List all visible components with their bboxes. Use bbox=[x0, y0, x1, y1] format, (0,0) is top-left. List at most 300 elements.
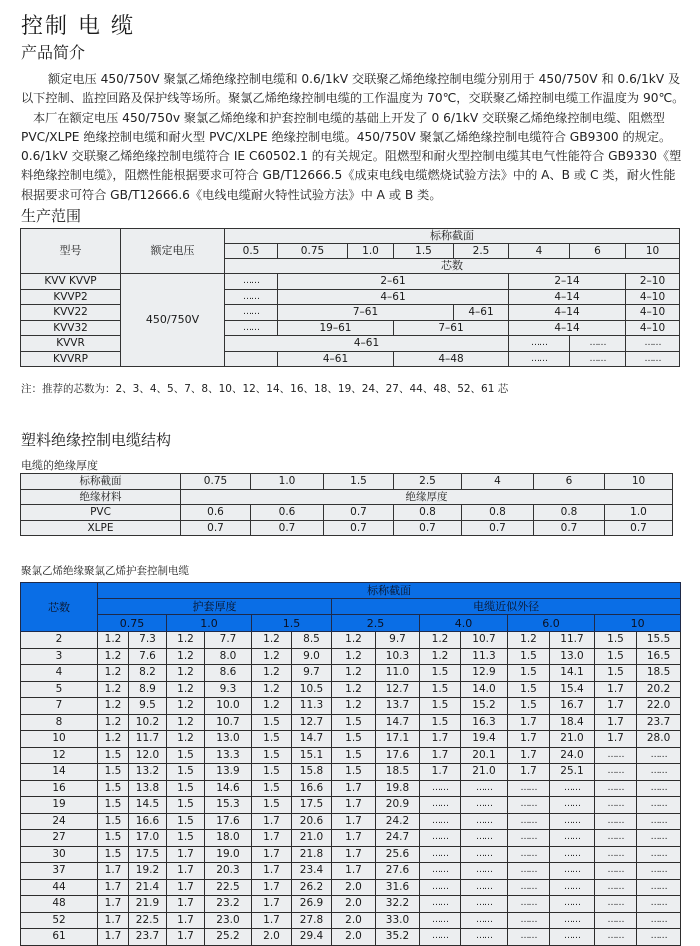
section-header-cell: 1.0 bbox=[348, 244, 394, 259]
sheath-thickness-cell: 1.7 bbox=[98, 929, 129, 946]
outer-diameter-cell: 13.9 bbox=[205, 764, 252, 781]
cores-range-cell: 4–61 bbox=[278, 289, 509, 305]
sheath-thickness-cell: 1.2 bbox=[98, 698, 129, 715]
header-section: 标称截面 bbox=[21, 474, 181, 490]
sheath-thickness-cell: 1.7 bbox=[332, 863, 376, 880]
table-row bbox=[21, 846, 681, 863]
table-row bbox=[21, 632, 681, 649]
cores-range-cell: …… bbox=[225, 274, 278, 290]
sheath-thickness-cell: 1.2 bbox=[252, 698, 292, 715]
table-row bbox=[21, 681, 681, 698]
outer-diameter-cell: 14.7 bbox=[376, 714, 420, 731]
cores-cell: 27 bbox=[21, 830, 98, 847]
thickness-cell: 0.6 bbox=[251, 505, 324, 521]
cores-range-cell: 19–61 bbox=[278, 320, 394, 336]
outer-diameter-cell: …… bbox=[461, 929, 508, 946]
sheath-thickness-cell: 1.2 bbox=[167, 681, 205, 698]
section-header-cell: 2.5 bbox=[394, 474, 462, 490]
sheath-thickness-cell: 1.7 bbox=[167, 863, 205, 880]
sheath-thickness-cell: 1.7 bbox=[595, 731, 637, 748]
insulation-thickness-table bbox=[20, 473, 673, 536]
outer-diameter-cell: …… bbox=[550, 846, 595, 863]
outer-diameter-cell: …… bbox=[550, 896, 595, 913]
outer-diameter-cell: 15.2 bbox=[461, 698, 508, 715]
header-cores: 芯数 bbox=[21, 583, 98, 632]
cores-range-cell: 4–10 bbox=[626, 305, 680, 321]
outer-diameter-cell: 9.7 bbox=[292, 665, 332, 682]
sheath-thickness-cell: 1.7 bbox=[252, 879, 292, 896]
cores-cell: 24 bbox=[21, 813, 98, 830]
sheath-thickness-cell: 1.5 bbox=[167, 747, 205, 764]
cores-range-cell: …… bbox=[626, 351, 680, 367]
sheath-thickness-cell: 1.5 bbox=[98, 797, 129, 814]
outer-diameter-cell: 23.7 bbox=[637, 714, 681, 731]
sheath-thickness-cell: 1.5 bbox=[508, 665, 550, 682]
sheath-thickness-cell: 1.2 bbox=[508, 632, 550, 649]
sheath-thickness-cell: 1.5 bbox=[167, 813, 205, 830]
outer-diameter-cell: …… bbox=[550, 780, 595, 797]
thickness-cell: 0.7 bbox=[605, 520, 673, 536]
table-row bbox=[21, 289, 680, 305]
outer-diameter-cell: 17.5 bbox=[129, 846, 167, 863]
outer-diameter-cell: 21.4 bbox=[129, 879, 167, 896]
sheath-thickness-cell: 1.2 bbox=[167, 632, 205, 649]
header-material: 绝缘材料 bbox=[21, 489, 181, 505]
sheath-thickness-cell: 1.2 bbox=[252, 681, 292, 698]
cores-cell: 14 bbox=[21, 764, 98, 781]
sheath-thickness-cell: …… bbox=[595, 797, 637, 814]
outer-diameter-cell: 25.1 bbox=[550, 764, 595, 781]
sheath-thickness-cell: 1.5 bbox=[98, 846, 129, 863]
outer-diameter-cell: …… bbox=[461, 797, 508, 814]
outer-diameter-cell: 8.0 bbox=[205, 648, 252, 665]
thickness-cell: 0.8 bbox=[534, 505, 605, 521]
sheath-thickness-cell: 1.7 bbox=[332, 797, 376, 814]
sheath-thickness-cell: 1.7 bbox=[595, 681, 637, 698]
outer-diameter-cell: …… bbox=[461, 780, 508, 797]
sheath-thickness-cell: 1.7 bbox=[167, 846, 205, 863]
sheath-thickness-cell: 1.5 bbox=[252, 764, 292, 781]
outer-diameter-cell: 14.0 bbox=[461, 681, 508, 698]
section-header-cell: 6 bbox=[534, 474, 605, 490]
recommended-cores-note: 注：推荐的芯数为：2、3、4、5、7、8、10、12、14、16、18、19、24、27、44、48、52、61 芯 bbox=[21, 383, 509, 395]
sheath-thickness-cell: 1.5 bbox=[98, 764, 129, 781]
model-cell: KVVRP bbox=[21, 351, 121, 367]
cores-cell: 7 bbox=[21, 698, 98, 715]
outer-diameter-cell: 25.2 bbox=[205, 929, 252, 946]
table-row bbox=[21, 505, 673, 521]
outer-diameter-cell: …… bbox=[637, 846, 681, 863]
cores-range-cell: 4–14 bbox=[509, 320, 626, 336]
outer-diameter-cell: 22.5 bbox=[205, 879, 252, 896]
outer-diameter-cell: 12.9 bbox=[461, 665, 508, 682]
outer-diameter-cell: 23.7 bbox=[129, 929, 167, 946]
outer-diameter-cell: 19.2 bbox=[129, 863, 167, 880]
outer-diameter-cell: …… bbox=[461, 912, 508, 929]
header-section: 标称截面 bbox=[98, 583, 681, 599]
intro-paragraph: 本厂在额定电压 450/750v 聚氯乙烯绝缘和护套控制电缆的基础上开发了 0 6/1kV 交联聚乙烯绝缘控制电缆、阻燃型 PVC/XLPE 绝缘控制电缆和耐火型 PVC/XLPE 绝缘控制电缆。450/750V 聚氯乙烯绝缘控制电缆符合 GB9300 的规定。0.6/1kV 交联聚乙烯绝缘控制电缆符合 IE C60502.1 的有关规定。阻燃型和耐火型控制电缆其电气性能符合 GB9330《塑料绝缘控制电缆》，阻燃性能根据要求可符合 GB/T12666.5《成束电线电缆燃烧试验方法》中的 A、B 或 C 类，耐火性能根据要求可符合 GB/T12666.6《电线电缆耐火特性试验方法》中 A 或 B 类。 bbox=[21, 110, 682, 202]
sheath-thickness-cell: 1.7 bbox=[98, 896, 129, 913]
outer-diameter-cell: 8.2 bbox=[129, 665, 167, 682]
sheath-thickness-cell: 1.2 bbox=[98, 681, 129, 698]
model-cell: KVV KVVP bbox=[21, 274, 121, 290]
outer-diameter-cell: 12.7 bbox=[292, 714, 332, 731]
outer-diameter-cell: 17.1 bbox=[376, 731, 420, 748]
cores-range-cell: …… bbox=[225, 320, 278, 336]
outer-diameter-cell: 13.3 bbox=[205, 747, 252, 764]
table-row bbox=[21, 879, 681, 896]
outer-diameter-cell: 16.6 bbox=[292, 780, 332, 797]
sheath-thickness-cell: …… bbox=[595, 830, 637, 847]
cores-range-cell: 4–10 bbox=[626, 289, 680, 305]
table-row bbox=[21, 320, 680, 336]
cores-cell: 44 bbox=[21, 879, 98, 896]
page-subtitle: 产品简介 bbox=[21, 43, 86, 62]
sheath-thickness-cell: 1.2 bbox=[167, 698, 205, 715]
outer-diameter-cell: …… bbox=[461, 813, 508, 830]
cores-range-cell: …… bbox=[626, 336, 680, 352]
sheath-thickness-cell: …… bbox=[508, 863, 550, 880]
cores-cell: 12 bbox=[21, 747, 98, 764]
outer-diameter-cell: …… bbox=[550, 813, 595, 830]
material-cell: XLPE bbox=[21, 520, 181, 536]
outer-diameter-cell: 17.5 bbox=[292, 797, 332, 814]
thickness-cell: 0.8 bbox=[462, 505, 534, 521]
outer-diameter-cell: 26.9 bbox=[292, 896, 332, 913]
sheath-thickness-cell: …… bbox=[595, 764, 637, 781]
sheath-thickness-cell: 2.0 bbox=[332, 896, 376, 913]
cores-cell: 10 bbox=[21, 731, 98, 748]
sheath-thickness-cell: …… bbox=[508, 780, 550, 797]
table-row bbox=[21, 336, 680, 352]
outer-diameter-cell: 16.6 bbox=[129, 813, 167, 830]
outer-diameter-cell: 28.0 bbox=[637, 731, 681, 748]
outer-diameter-cell: 19.8 bbox=[376, 780, 420, 797]
thickness-cell: 0.8 bbox=[394, 505, 462, 521]
sheath-thickness-cell: 1.5 bbox=[252, 747, 292, 764]
cores-range-cell: 4–48 bbox=[394, 351, 509, 367]
sheath-thickness-cell: 1.2 bbox=[252, 665, 292, 682]
outer-diameter-cell: 21.0 bbox=[550, 731, 595, 748]
outer-diameter-cell: …… bbox=[550, 929, 595, 946]
outer-diameter-cell: 8.6 bbox=[205, 665, 252, 682]
sheath-thickness-cell: 1.5 bbox=[98, 747, 129, 764]
cores-range-cell: 4–61 bbox=[454, 305, 509, 321]
sheath-thickness-cell: 1.7 bbox=[167, 879, 205, 896]
sheath-thickness-cell: 1.7 bbox=[420, 731, 461, 748]
table-row bbox=[21, 813, 681, 830]
outer-diameter-cell: 9.7 bbox=[376, 632, 420, 649]
cores-range-cell: 4–61 bbox=[225, 336, 509, 352]
outer-diameter-cell: 26.2 bbox=[292, 879, 332, 896]
sheath-thickness-cell: 1.7 bbox=[332, 780, 376, 797]
sheath-thickness-cell: …… bbox=[595, 929, 637, 946]
outer-diameter-cell: 10.0 bbox=[205, 698, 252, 715]
cores-range-cell: 4–14 bbox=[509, 289, 626, 305]
sheath-thickness-cell: 1.7 bbox=[332, 813, 376, 830]
cores-range-cell: …… bbox=[570, 351, 626, 367]
section-heading-production-range: 生产范围 bbox=[21, 207, 82, 225]
sheath-thickness-cell: 1.5 bbox=[98, 813, 129, 830]
sheath-thickness-cell: 1.5 bbox=[98, 780, 129, 797]
outer-diameter-cell: …… bbox=[637, 912, 681, 929]
sheath-thickness-cell: 1.7 bbox=[508, 731, 550, 748]
cores-range-cell: …… bbox=[570, 336, 626, 352]
outer-diameter-cell: 23.4 bbox=[292, 863, 332, 880]
section-header-cell: 10 bbox=[626, 244, 680, 259]
section-header-cell: 6 bbox=[570, 244, 626, 259]
section-header-cell: 10 bbox=[605, 474, 673, 490]
outer-diameter-cell: 21.9 bbox=[129, 896, 167, 913]
cores-range-cell: 4–10 bbox=[626, 320, 680, 336]
sheath-thickness-cell: …… bbox=[420, 929, 461, 946]
header-voltage: 额定电压 bbox=[121, 229, 225, 274]
outer-diameter-cell: 11.0 bbox=[376, 665, 420, 682]
outer-diameter-cell: 15.1 bbox=[292, 747, 332, 764]
cores-cell: 2 bbox=[21, 632, 98, 649]
section-header-cell: 1.5 bbox=[394, 244, 454, 259]
sheath-thickness-cell: 1.7 bbox=[252, 912, 292, 929]
table-row bbox=[21, 648, 681, 665]
sheath-thickness-cell: 1.2 bbox=[332, 681, 376, 698]
outer-diameter-cell: …… bbox=[637, 747, 681, 764]
section-heading-structure: 塑料绝缘控制电缆结构 bbox=[21, 431, 172, 449]
section-header-cell: 1.5 bbox=[324, 474, 394, 490]
sheath-thickness-cell: …… bbox=[508, 846, 550, 863]
sheath-thickness-cell: 1.7 bbox=[420, 747, 461, 764]
header-sheath-thickness: 护套厚度 bbox=[98, 599, 332, 615]
outer-diameter-cell: 21.0 bbox=[461, 764, 508, 781]
cores-cell: 3 bbox=[21, 648, 98, 665]
outer-diameter-cell: 10.7 bbox=[205, 714, 252, 731]
outer-diameter-cell: 13.8 bbox=[129, 780, 167, 797]
sheath-thickness-cell: 1.7 bbox=[167, 896, 205, 913]
sheath-thickness-cell: 1.5 bbox=[332, 714, 376, 731]
cores-range-cell: …… bbox=[225, 289, 278, 305]
model-cell: KVV32 bbox=[21, 320, 121, 336]
sheath-thickness-cell: 1.7 bbox=[508, 714, 550, 731]
sheath-thickness-cell: 1.5 bbox=[98, 830, 129, 847]
outer-diameter-cell: 23.2 bbox=[205, 896, 252, 913]
intro-text bbox=[21, 70, 686, 205]
outer-diameter-cell: 12.7 bbox=[376, 681, 420, 698]
outer-diameter-cell: 11.7 bbox=[550, 632, 595, 649]
section-header-cell: 6.0 bbox=[508, 615, 595, 632]
thickness-cell: 0.7 bbox=[181, 520, 251, 536]
table-row bbox=[21, 714, 681, 731]
outer-diameter-cell: …… bbox=[637, 797, 681, 814]
table-row bbox=[21, 780, 681, 797]
outer-diameter-cell: 23.0 bbox=[205, 912, 252, 929]
sheath-thickness-cell: …… bbox=[508, 813, 550, 830]
outer-diameter-cell: 18.5 bbox=[376, 764, 420, 781]
thickness-cell: 0.7 bbox=[324, 520, 394, 536]
table-row bbox=[21, 274, 680, 290]
thickness-cell: 1.0 bbox=[605, 505, 673, 521]
outer-diameter-cell: …… bbox=[637, 780, 681, 797]
sheath-thickness-cell: …… bbox=[508, 912, 550, 929]
sheath-thickness-cell: …… bbox=[420, 813, 461, 830]
sheath-thickness-cell: 1.5 bbox=[420, 665, 461, 682]
sheath-thickness-cell: 1.2 bbox=[98, 665, 129, 682]
outer-diameter-cell: …… bbox=[550, 830, 595, 847]
sheath-thickness-cell: 2.0 bbox=[252, 929, 292, 946]
outer-diameter-cell: …… bbox=[461, 863, 508, 880]
outer-diameter-cell: …… bbox=[550, 797, 595, 814]
sheath-thickness-cell: 1.7 bbox=[252, 846, 292, 863]
outer-diameter-cell: 19.0 bbox=[205, 846, 252, 863]
outer-diameter-cell: 24.0 bbox=[550, 747, 595, 764]
sheath-thickness-cell: 2.0 bbox=[332, 879, 376, 896]
outer-diameter-cell: 9.0 bbox=[292, 648, 332, 665]
sheath-thickness-cell: …… bbox=[595, 813, 637, 830]
sheath-thickness-cell: 1.5 bbox=[420, 714, 461, 731]
table-row bbox=[21, 351, 680, 367]
sheath-thickness-cell: 1.2 bbox=[332, 648, 376, 665]
section-header-cell: 0.75 bbox=[278, 244, 348, 259]
sheath-thickness-cell: 1.5 bbox=[508, 698, 550, 715]
outer-diameter-cell: 22.0 bbox=[637, 698, 681, 715]
outer-diameter-cell: 14.1 bbox=[550, 665, 595, 682]
section-header-cell: 10 bbox=[595, 615, 681, 632]
sheath-thickness-cell: …… bbox=[508, 896, 550, 913]
outer-diameter-cell: 18.0 bbox=[205, 830, 252, 847]
sheath-thickness-cell: …… bbox=[420, 912, 461, 929]
cores-cell: 61 bbox=[21, 929, 98, 946]
outer-diameter-cell: 10.5 bbox=[292, 681, 332, 698]
sheath-thickness-cell: …… bbox=[595, 846, 637, 863]
sheath-thickness-cell: 1.5 bbox=[508, 681, 550, 698]
voltage-cell: 450/750V bbox=[121, 274, 225, 367]
section-header-cell: 1.0 bbox=[167, 615, 252, 632]
production-range-table bbox=[20, 228, 680, 367]
table-row bbox=[21, 747, 681, 764]
sheath-thickness-cell: 1.7 bbox=[332, 830, 376, 847]
sheath-thickness-cell: …… bbox=[420, 879, 461, 896]
sheath-thickness-cell: 1.2 bbox=[167, 648, 205, 665]
table-row bbox=[21, 797, 681, 814]
sheath-thickness-cell: 1.5 bbox=[420, 681, 461, 698]
outer-diameter-cell: 20.6 bbox=[292, 813, 332, 830]
outer-diameter-cell: 24.2 bbox=[376, 813, 420, 830]
outer-diameter-cell: 21.8 bbox=[292, 846, 332, 863]
section-header-cell: 4 bbox=[462, 474, 534, 490]
outer-diameter-cell: …… bbox=[637, 896, 681, 913]
header-thickness: 绝缘厚度 bbox=[181, 489, 673, 505]
section-header-cell: 0.75 bbox=[181, 474, 251, 490]
sheath-thickness-cell: 1.5 bbox=[252, 731, 292, 748]
table-row bbox=[21, 665, 681, 682]
sheath-thickness-cell: 1.2 bbox=[167, 731, 205, 748]
outer-diameter-cell: 7.6 bbox=[129, 648, 167, 665]
outer-diameter-cell: …… bbox=[637, 764, 681, 781]
cores-cell: 5 bbox=[21, 681, 98, 698]
outer-diameter-cell: 17.0 bbox=[129, 830, 167, 847]
sheath-thickness-cell: 1.5 bbox=[167, 830, 205, 847]
thickness-cell: 0.7 bbox=[324, 505, 394, 521]
header-model: 型号 bbox=[21, 229, 121, 274]
outer-diameter-cell: 29.4 bbox=[292, 929, 332, 946]
outer-diameter-cell: 27.8 bbox=[292, 912, 332, 929]
cores-cell: 52 bbox=[21, 912, 98, 929]
model-cell: KVVR bbox=[21, 336, 121, 352]
cores-range-cell: 2–10 bbox=[626, 274, 680, 290]
thickness-cell: 0.7 bbox=[462, 520, 534, 536]
sheath-thickness-cell: 1.5 bbox=[595, 665, 637, 682]
sheath-thickness-cell: …… bbox=[595, 780, 637, 797]
sheath-thickness-cell: 1.7 bbox=[508, 764, 550, 781]
outer-diameter-cell: 10.3 bbox=[376, 648, 420, 665]
sheath-thickness-cell: …… bbox=[595, 747, 637, 764]
outer-diameter-cell: 9.5 bbox=[129, 698, 167, 715]
sheath-thickness-cell: 1.5 bbox=[332, 747, 376, 764]
outer-diameter-cell: …… bbox=[461, 846, 508, 863]
outer-diameter-cell: 15.8 bbox=[292, 764, 332, 781]
thickness-cell: 0.7 bbox=[534, 520, 605, 536]
cores-cell: 48 bbox=[21, 896, 98, 913]
outer-diameter-cell: …… bbox=[461, 896, 508, 913]
sheath-thickness-cell: 1.5 bbox=[252, 780, 292, 797]
outer-diameter-cell: 16.3 bbox=[461, 714, 508, 731]
cores-cell: 16 bbox=[21, 780, 98, 797]
outer-diameter-cell: …… bbox=[637, 863, 681, 880]
section-header-cell: 4 bbox=[509, 244, 570, 259]
sheath-thickness-cell: 1.5 bbox=[252, 797, 292, 814]
outer-diameter-cell: 10.2 bbox=[129, 714, 167, 731]
cores-range-cell: 2–14 bbox=[509, 274, 626, 290]
cores-range-cell: 7–61 bbox=[278, 305, 454, 321]
sheath-thickness-cell: 1.7 bbox=[252, 896, 292, 913]
cores-cell: 37 bbox=[21, 863, 98, 880]
outer-diameter-cell: 18.4 bbox=[550, 714, 595, 731]
outer-diameter-cell: 13.0 bbox=[550, 648, 595, 665]
sheath-thickness-cell: 1.2 bbox=[98, 648, 129, 665]
outer-diameter-cell: 9.3 bbox=[205, 681, 252, 698]
sheath-thickness-cell: 1.7 bbox=[595, 698, 637, 715]
sheath-thickness-cell: 1.7 bbox=[332, 846, 376, 863]
section-header-cell: 1.0 bbox=[251, 474, 324, 490]
outer-diameter-cell: 11.3 bbox=[461, 648, 508, 665]
sheath-thickness-cell: 1.7 bbox=[98, 912, 129, 929]
outer-diameter-cell: …… bbox=[637, 830, 681, 847]
sheath-thickness-cell: …… bbox=[420, 896, 461, 913]
outer-diameter-cell: 31.6 bbox=[376, 879, 420, 896]
sheath-thickness-cell: …… bbox=[420, 830, 461, 847]
outer-diameter-cell: 16.7 bbox=[550, 698, 595, 715]
outer-diameter-cell: 7.7 bbox=[205, 632, 252, 649]
sheath-thickness-cell: 1.2 bbox=[167, 665, 205, 682]
sheath-thickness-cell: 1.7 bbox=[252, 813, 292, 830]
table-row bbox=[21, 305, 680, 321]
sheath-thickness-cell: 2.0 bbox=[332, 912, 376, 929]
sheath-thickness-cell: …… bbox=[420, 846, 461, 863]
table-row bbox=[21, 764, 681, 781]
sheath-thickness-cell: 1.7 bbox=[98, 863, 129, 880]
outer-diameter-cell: 13.7 bbox=[376, 698, 420, 715]
outer-diameter-cell: 20.2 bbox=[637, 681, 681, 698]
outer-diameter-cell: …… bbox=[550, 879, 595, 896]
outer-diameter-cell: 24.7 bbox=[376, 830, 420, 847]
outer-diameter-cell: 8.9 bbox=[129, 681, 167, 698]
thickness-cell: 0.7 bbox=[251, 520, 324, 536]
model-cell: KVV22 bbox=[21, 305, 121, 321]
sheath-thickness-cell: 1.7 bbox=[252, 863, 292, 880]
sheath-thickness-cell: 1.7 bbox=[508, 747, 550, 764]
sheath-thickness-cell: 1.7 bbox=[420, 764, 461, 781]
pvc-table-caption: 聚氯乙烯绝缘聚氯乙烯护套控制电缆 bbox=[21, 565, 189, 577]
section-header-cell: 0.75 bbox=[98, 615, 167, 632]
section-header-cell: 2.5 bbox=[454, 244, 509, 259]
